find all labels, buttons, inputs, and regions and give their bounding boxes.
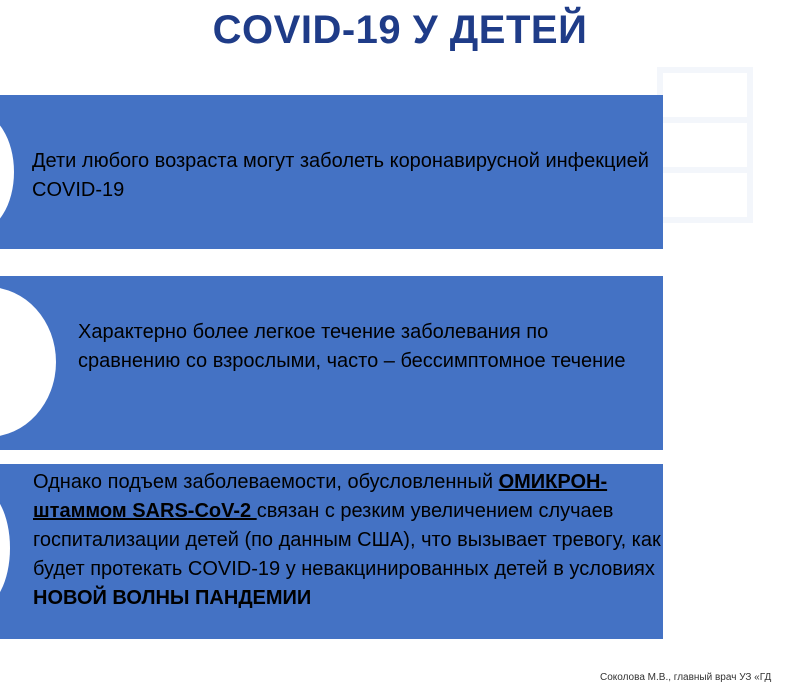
- panel-3-emphasis: НОВОЙ ВОЛНЫ ПАНДЕМИИ: [33, 587, 312, 609]
- panel-1-text: Дети любого возраста могут заболеть коронавирусной инфекцией COVID-19: [32, 150, 649, 201]
- background-watermark-icon: [650, 60, 760, 230]
- panel-3-text-intro: Однако подъем заболеваемости, обусловленный: [33, 471, 499, 493]
- footer-credit: Соколова М.В., главный врач УЗ «ГД: [600, 672, 772, 683]
- panel-2-text: Характерно более легкое течение заболевания по сравнению со взрослыми, часто – бессимптомное течение: [78, 321, 626, 372]
- panel-3-highlight: ОМИКРОН-штаммом SARS-CoV-2: [33, 471, 608, 522]
- panel-3-text-body: связан с резким увеличением случаев госпитализации детей (по данным США), что вызывает тревогу, как будет протекать COVID-19 у невакцинированных детей в условиях: [33, 500, 661, 580]
- slide-title: COVID-19 У ДЕТЕЙ: [212, 8, 588, 52]
- panel-3-text: [33, 468, 661, 613]
